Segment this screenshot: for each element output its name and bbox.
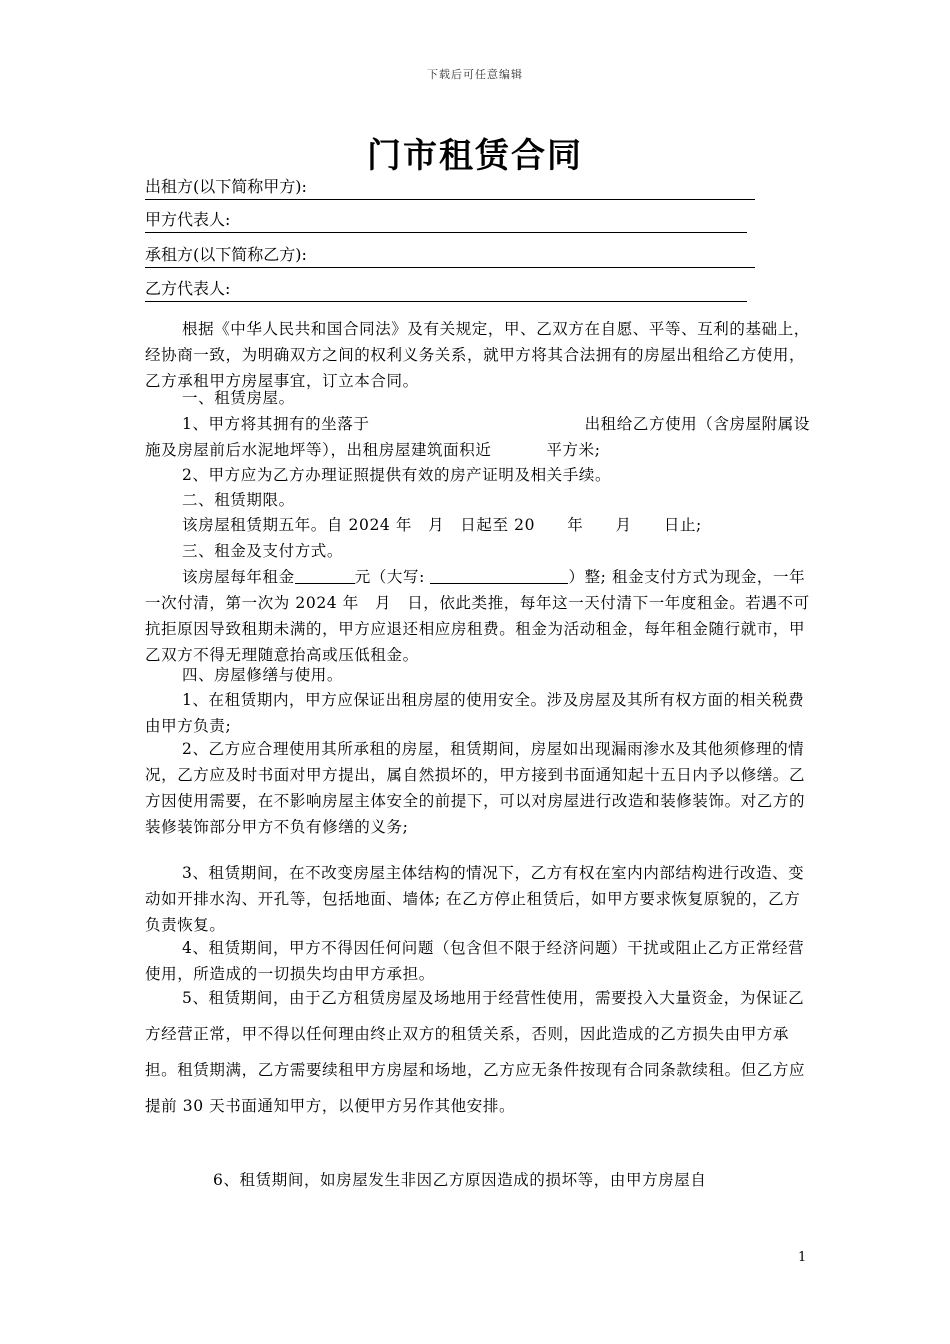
page-number: 1 (798, 1250, 807, 1265)
section-4-heading: 四、房屋修缮与使用。 (182, 666, 344, 684)
section-1-item-2: 2、甲方应为乙方办理证照提供有效的房产证明及相关手续。 (182, 466, 612, 484)
section-4-item-1: 1、在租赁期内，甲方应保证出租房屋的使用安全。涉及房屋及其所有权方面的相关税费由甲方负责; (145, 691, 805, 735)
section-4-item-4: 4、租赁期间，甲方不得因任何问题（包含但不限于经济问题）干扰或阻止乙方正常经营使用，所造成的一切损失均由甲方承担。 (145, 939, 805, 983)
rent-text-a: 该房屋每年租金 (182, 568, 295, 586)
item-1-part-c: 平方米; (546, 441, 601, 459)
intro-paragraph: 根据《中华人民共和国合同法》及有关规定，甲、乙双方在自愿、平等、互利的基础上，经协商一致，为明确双方之间的权利义务关系，就甲方将其合法拥有的房屋出租给乙方使用，乙方承租甲方房屋事宜，订立本合同。 (145, 320, 810, 390)
document-title: 门市租赁合同 (367, 136, 583, 176)
section-4-item-5: 5、租赁期间，由于乙方租赁房屋及场地用于经营性使用，需要投入大量资金，为保证乙方经营正常，甲不得以任何理由终止双方的租赁关系，否则，因此造成的乙方损失由甲方承担。租赁期满，乙方需要续租甲方房屋和场地，乙方应无条件按现有合同条款续租。但乙方应提前 30 天书面通知甲方，以便甲方另作其他安排。 (145, 989, 806, 1115)
section-4-item-3: 3、租赁期间，在不改变房屋主体结构的情况下，乙方有权在室内内部结构进行改造、变动如开排水沟、开孔等，包括地面、墙体; 在乙方停止租赁后，如甲方要求恢复原貌的，乙方负责恢复。 (145, 864, 805, 934)
item-1-part-b: 出租给乙方使用（含房屋附属设施及房屋前后水泥地坪等），出租房屋建筑面积近 (145, 415, 810, 459)
section-1-heading: 一、租赁房屋。 (182, 389, 295, 407)
lessor-field: 出租方(以下简称甲方): (145, 176, 755, 200)
lessee-representative-field: 乙方代表人: (145, 278, 747, 302)
section-4-item-6: 6、租赁期间，如房屋发生非因乙方原因造成的损坏等，由甲方房屋自 (213, 1171, 707, 1189)
lessor-representative-field: 甲方代表人: (145, 209, 747, 233)
rent-amount-words-blank (430, 565, 568, 584)
rent-payment-paragraph (145, 564, 815, 668)
rent-text-b: 元（大写: (354, 568, 425, 586)
item-1-part-a: 1、甲方将其拥有的坐落于 (182, 415, 370, 433)
section-1-item-1 (145, 411, 815, 463)
lessee-field: 承租方(以下简称乙方): (145, 244, 755, 268)
section-2-heading: 二、租赁期限。 (182, 491, 295, 509)
lease-term-text: 该房屋租赁期五年。自 2024 年 月 日起至 20 年 月 日止; (182, 516, 702, 534)
section-3-heading: 三、租金及支付方式。 (182, 542, 344, 560)
page-header-note: 下载后可任意编辑 (427, 68, 523, 81)
section-4-item-2: 2、乙方应合理使用其所承租的房屋，租赁期间，房屋如出现漏雨渗水及其他须修理的情况，乙方应及时书面对甲方提出，属自然损坏的，甲方接到书面通知起十五日内予以修缮。乙方因使用需要，在不影响房屋主体安全的前提下，可以对房屋进行改造和装修装饰。对乙方的装修装饰部分甲方不负有修缮的义务; (145, 740, 806, 836)
rent-text-c: ）整; 租金支付方式为现金，一年一次付清，第一次为 2024 年 月 日，依此类推，每年这一天付清下一年度租金。若遇不可抗拒原因导致租期未满的，甲方应退还相应房租费。租金为活动租金，每年租金随行就市，甲乙双方不得无理随意抬高或压低租金。 (145, 568, 810, 664)
rent-amount-blank (295, 565, 355, 584)
